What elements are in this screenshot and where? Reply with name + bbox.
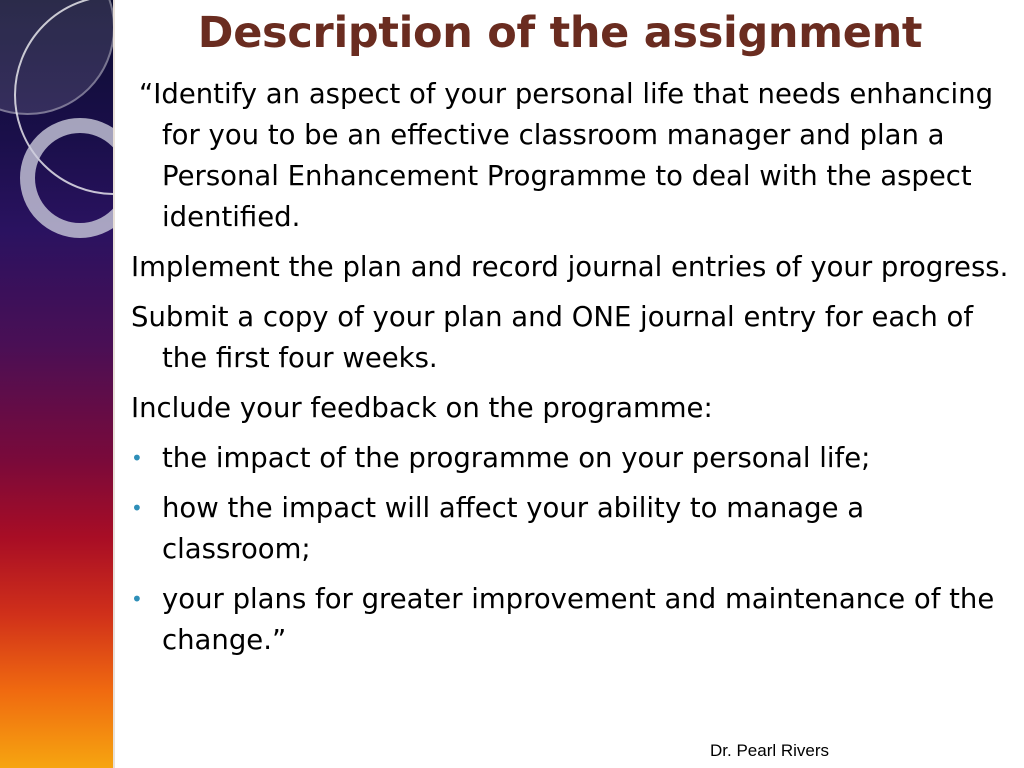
paragraph-implement: Implement the plan and record journal entries of your progress. (131, 251, 1009, 283)
bullet-dot-icon: • (131, 446, 143, 470)
decorative-sidebar (0, 0, 113, 768)
bullet-item-plans (131, 579, 1011, 661)
bullet-dot-icon: • (131, 496, 143, 520)
bullet-dot-icon: • (131, 587, 143, 611)
paragraph-identify: “Identify an aspect of your personal life that needs enhancing for you to be an effective classroom manager and plan a Personal Enhancement Programme to deal with the aspect identified. (139, 78, 994, 233)
bullet-text: the impact of the programme on your personal life; (162, 442, 871, 474)
paragraph-feedback: Include your feedback on the programme: (131, 392, 713, 424)
bullet-item-impact-personal (131, 438, 1011, 479)
sidebar-divider (113, 0, 115, 768)
slide-body (131, 74, 1011, 670)
footer-author: Dr. Pearl Rivers (710, 741, 830, 760)
slide-title: Description of the assignment (197, 8, 923, 58)
bullet-text: how the impact will affect your ability to manage a classroom; (162, 492, 865, 565)
paragraph-submit: Submit a copy of your plan and ONE journal entry for each of the first four weeks. (131, 301, 974, 374)
bullet-item-impact-classroom (131, 488, 1011, 570)
bullet-text: your plans for greater improvement and maintenance of the change.” (162, 583, 995, 656)
